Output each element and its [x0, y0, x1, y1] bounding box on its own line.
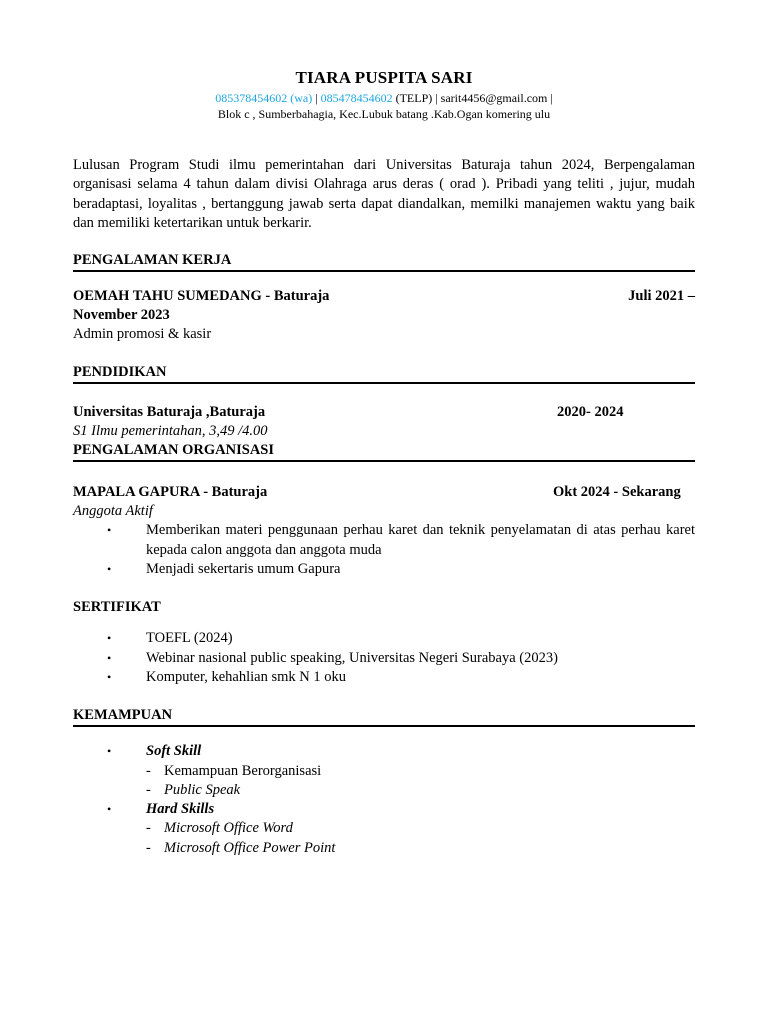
resume-name: TIARA PUSPITA SARI: [295, 68, 473, 87]
list-item-text: Kemampuan Berorganisasi: [164, 763, 322, 779]
education-degree: S1 Ilmu pemerintahan, 3,49 /4.00: [73, 423, 268, 439]
soft-skill-title: Soft Skill: [146, 743, 202, 759]
bullet-icon: •: [107, 562, 112, 576]
list-item-text: Menjadi sekertaris umum Gapura: [146, 561, 341, 577]
section-heading-skills: KEMAMPUAN: [73, 707, 695, 727]
experience-date-start: Juli 2021 –: [628, 288, 695, 304]
email[interactable]: sarit4456@gmail.com: [440, 91, 548, 105]
list-item: [73, 629, 695, 649]
experience-company: OEMAH TAHU SUMEDANG - Baturaja: [73, 288, 330, 304]
separator: |: [435, 91, 438, 105]
section-heading-certificates: SERTIFIKAT: [73, 599, 161, 615]
phone-telp[interactable]: 085478454602: [320, 91, 393, 105]
telp-label: (TELP): [395, 91, 433, 105]
list-item: [73, 560, 695, 580]
dash-marker: -: [146, 820, 151, 836]
section-heading-experience: PENGALAMAN KERJA: [73, 252, 695, 272]
list-item-text: Memberikan materi penggunaan perhau karet dan teknik penyelamatan di atas perhau karet kepada calon anggota dan anggota muda: [146, 522, 695, 558]
bullet-icon: •: [107, 670, 112, 684]
bullet-icon: •: [107, 523, 112, 537]
list-item-text: TOEFL (2024): [146, 630, 233, 646]
wa-label: (wa): [290, 91, 313, 105]
separator: |: [315, 91, 318, 105]
contact-line: [73, 91, 695, 106]
bullet-icon: •: [107, 802, 112, 816]
list-item-text: Public Speak: [164, 782, 241, 798]
list-item: [73, 649, 695, 669]
list-item: [73, 742, 695, 762]
bullet-icon: •: [107, 631, 112, 645]
list-item: [73, 521, 695, 560]
list-item-text: Komputer, kehahlian smk N 1 oku: [146, 669, 346, 685]
hard-skill-title: Hard Skills: [146, 801, 215, 817]
bullet-icon: •: [107, 744, 112, 758]
organization-name: MAPALA GAPURA - Baturaja: [73, 484, 268, 500]
bullet-icon: •: [107, 651, 112, 665]
experience-date-end: November 2023: [73, 307, 170, 323]
summary-paragraph: Lulusan Program Studi ilmu pemerintahan dari Universitas Baturaja tahun 2024, Berpengalaman organisasi selama 4 tahun dalam divisi Olahraga arus deras ( orad ). Pribadi yang teliti , jujur, mudah beradaptasi, loyalitas , bertanggung jawab serta dapat diandalkan, memilki manajemen waktu yang baik dan memiliki ketertarikan untuk berkarir.: [73, 157, 695, 231]
dash-marker: -: [146, 763, 151, 779]
education-years: 2020- 2024: [557, 404, 624, 420]
education-school: Universitas Baturaja ,Baturaja: [73, 404, 266, 420]
address-line: Blok c , Sumberbahagia, Kec.Lubuk batang .Kab.Ogan komering ulu: [217, 107, 551, 121]
phone-wa[interactable]: 085378454602: [215, 91, 288, 105]
section-heading-education: PENDIDIKAN: [73, 364, 695, 384]
list-item-text: Microsoft Office Word: [164, 820, 293, 836]
organization-period: Okt 2024 - Sekarang: [553, 484, 681, 500]
experience-role: Admin promosi & kasir: [73, 326, 212, 342]
list-item: [73, 668, 695, 688]
list-item: [73, 800, 695, 820]
list-item-text: Microsoft Office Power Point: [164, 840, 336, 856]
dash-marker: -: [146, 840, 151, 856]
dash-marker: -: [146, 782, 151, 798]
organization-role: Anggota Aktif: [73, 503, 153, 519]
list-item-text: Webinar nasional public speaking, Universitas Negeri Surabaya (2023): [146, 650, 558, 666]
separator: |: [550, 91, 553, 105]
section-heading-organization: PENGALAMAN ORGANISASI: [73, 442, 695, 462]
